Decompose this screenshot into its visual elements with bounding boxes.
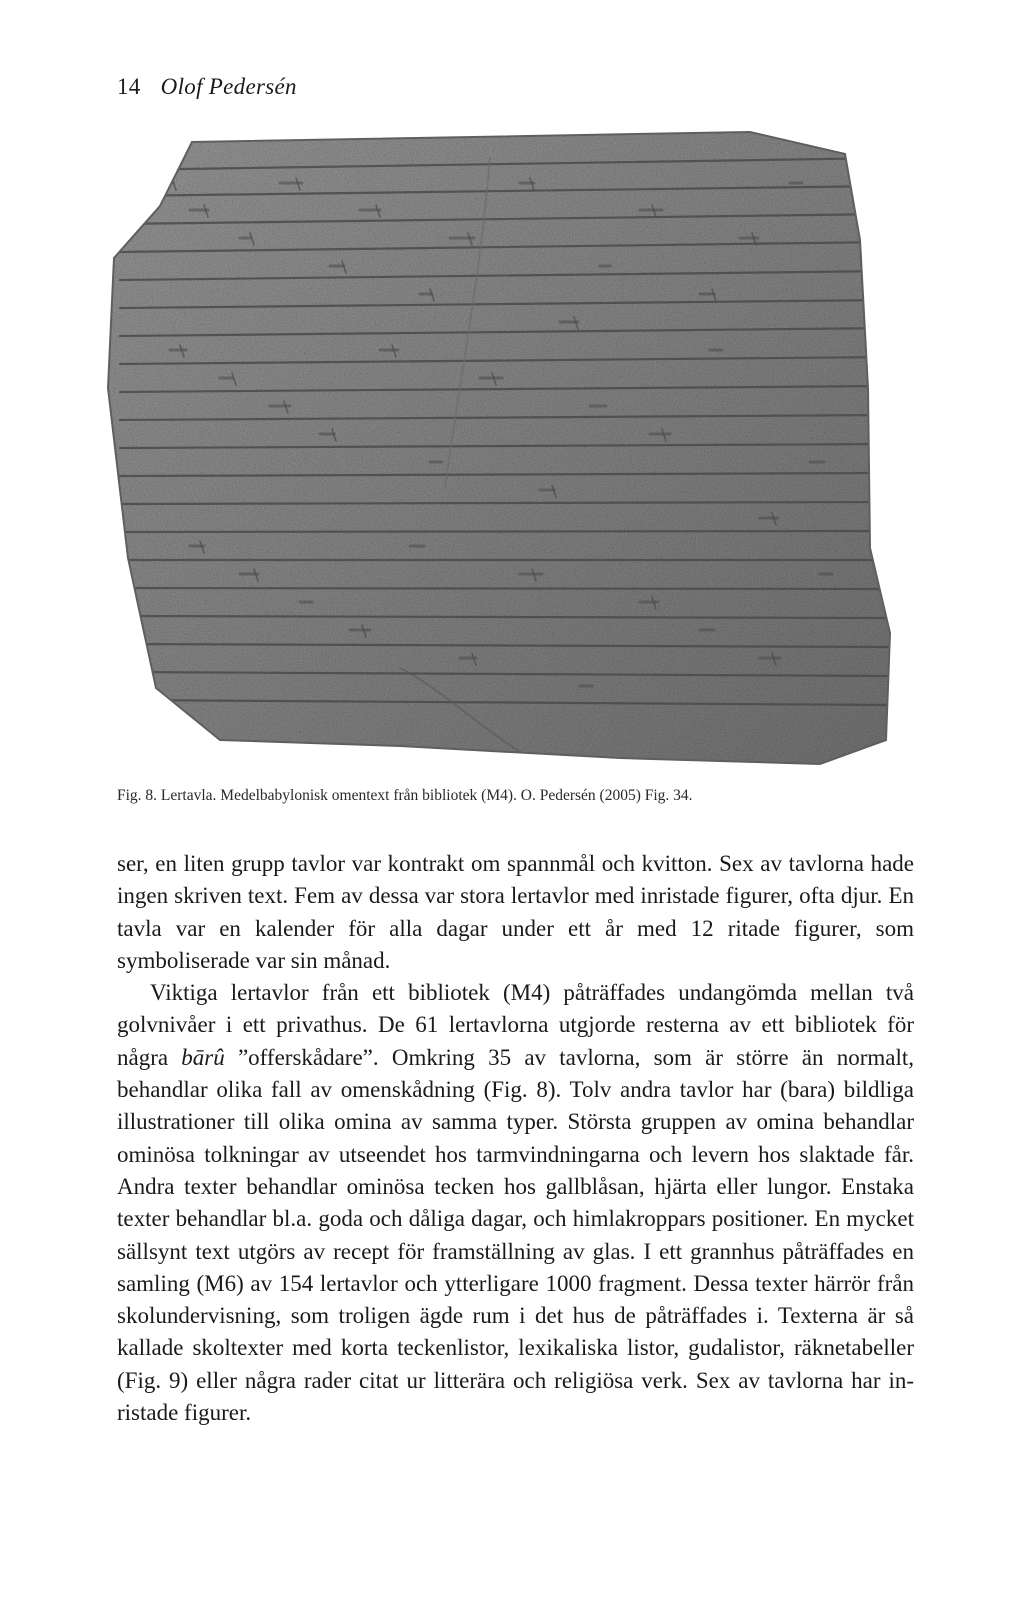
paragraph-text: ”offerskådare”. Omkring 35 av tavlorna, som är större än normalt, behandlar olika fall av omenskådning (Fig. 8). Tolv andra tavlor har (bara) bildliga illustrationer till olika omina av samma typer. Största gruppen av omina behandlar ominösa tolkningar av utseendet hos tarmvindningarna och levern hos slaktade får. Andra texter behandlar ominösa tecken hos gallblåsan, hjärta eller lungor. Enstaka texter behandlar bl.a. goda och dåliga dagar, och himlakroppars positioner. En mycket sällsynt text utgörs av recept för framställning av glas. I ett grannhus påträffades en samling (M6) av 154 lertavlor och ytterligare 1000 fragment. Dessa texter härrör från skolundervisning, som troligen ägde rum i det hus de påträffades i. Texterna är så kallade skoltexter med korta teckenlistor, lexikaliska listor, gudalistor, räknetabeller (Fig. 9) eller några rader citat ur litterära och religiösa verk. Sex av tavlorna har inristade figurer. <box>117 1044 914 1426</box>
running-head <box>117 74 297 100</box>
figure-caption: Fig. 8. Lertavla. Medelbabylonisk omentext från bibliotek (M4). O. Pedersén (2005) Fig. 34. <box>117 787 693 804</box>
clay-tablet-photo <box>100 128 924 768</box>
body-text <box>117 848 914 1429</box>
tablet-illustration <box>100 128 924 768</box>
page-number: 14 <box>117 74 141 99</box>
paragraph <box>117 977 914 1429</box>
italic-term: bārû <box>181 1044 225 1070</box>
paragraph: ser, en liten grupp tavlor var kontrakt om spannmål och kvitton. Sex av tavlorna hade ingen skriven text. Fem av dessa var stora lertavlor med inristade figurer, ofta djur. En tavla var en kalender för alla dagar under ett år med 12 ritade figurer, som symboliserade var sin månad. <box>117 851 914 973</box>
paragraph-text: Viktiga lertavlor från ett bibliotek (M4) påträffades undangömda mellan två golvnivåer i ett privathus. De 61 lertavlorna utgjorde resterna av ett bibliotek för några <box>117 980 914 1070</box>
author-name: Olof Pedersén <box>160 74 297 99</box>
